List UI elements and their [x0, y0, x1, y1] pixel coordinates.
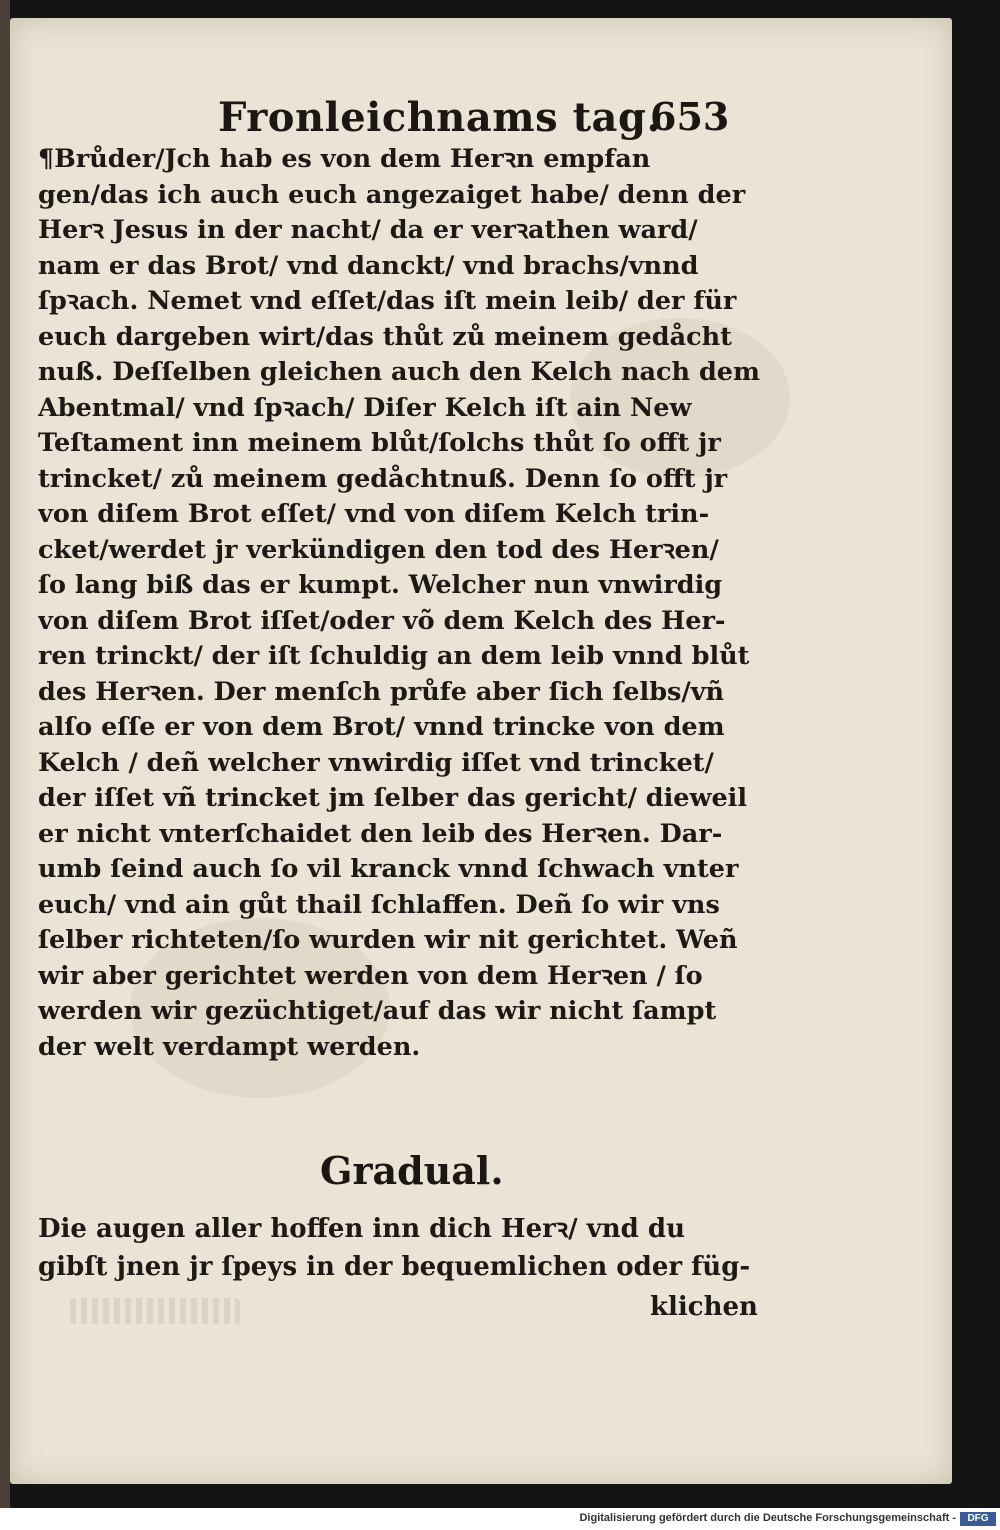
text-line: ren trinckt/ der iſt ſchuldig an dem leib vnnd blůt: [38, 641, 750, 671]
section-heading: [10, 1148, 952, 1193]
catchword: klichen: [650, 1292, 758, 1322]
text-line: nuß. Deſſelben gleichen auch den Kelch nach dem: [38, 357, 760, 387]
digitization-footer: [0, 1508, 1000, 1530]
text-line: werden wir gezüchtiget/auf das wir nicht ſampt: [38, 996, 717, 1026]
text-line: Herꝛ Jesus in der nacht/ da er verꝛathen ward/: [38, 215, 698, 245]
running-head: Fronleichnams tag.: [218, 94, 661, 141]
text-line: von diſem Brot eſſet/ vnd von diſem Kelch trin-: [38, 499, 710, 529]
text-line: ſpꝛach. Nemet vnd eſſet/das iſt mein leib/ der für: [38, 286, 737, 316]
text-line: nam er das Brot/ vnd danckt/ vnd brachs/vnnd: [38, 250, 699, 281]
text-line: euch/ vnd ain gůt thail ſchlaffen. Deñ ſo wir vns: [38, 889, 720, 920]
text-line: cket/werdet jr verkündigen den tod des Herꝛen/: [38, 534, 719, 565]
funding-credit: Digitalisierung gefördert durch die Deutsche Forschungsgemeinschaft -: [579, 1512, 956, 1524]
text-line: Die augen aller hoffen inn dich Herꝛ/ vnd du: [38, 1214, 686, 1244]
text-line: wir aber gerichtet werden von dem Herꝛen / ſo: [38, 960, 703, 991]
ink-bleed-through: [70, 1298, 240, 1324]
gradual-heading: Gradual.: [320, 1148, 504, 1193]
book-page: [10, 18, 952, 1484]
text-line: Abentmal/ vnd ſpꝛach/ Diſer Kelch iſt ain New: [38, 392, 692, 423]
text-line: des Herꝛen. Der menſch průfe aber ſich ſelbs/vñ: [38, 676, 725, 707]
page-number: 653: [650, 94, 730, 139]
dfg-logo: DFG: [960, 1512, 996, 1526]
text-line: gen/das ich auch euch angezaiget habe/ denn der: [38, 179, 746, 210]
text-line: von diſem Brot iſſet/oder võ dem Kelch des Her-: [38, 605, 726, 636]
scripture-text: [38, 142, 778, 1065]
text-line: alſo eſſe er von dem Brot/ vnnd trincke von dem: [38, 712, 725, 742]
text-line: umb ſeind auch ſo vil kranck vnnd ſchwach vnter: [38, 854, 739, 884]
text-line: trincket/ zů meinem gedåchtnuß. Denn ſo offt jr: [38, 463, 728, 494]
text-line: Kelch / deñ welcher vnwirdig iſſet vnd trincket/: [38, 747, 714, 778]
gradual-text: [38, 1210, 798, 1286]
book-spine-edge: [0, 0, 10, 1508]
text-line: euch dargeben wirt/das thůt zů meinem gedåcht: [38, 321, 732, 352]
text-line: ſelber richteten/ſo wurden wir nit gerichtet. Weñ: [38, 925, 738, 955]
text-line: der welt verdampt werden.: [38, 1031, 421, 1062]
text-line: er nicht vnterſchaidet den leib des Herꝛen. Dar-: [38, 818, 723, 849]
text-line: der iſſet vñ trincket jm ſelber das gericht/ dieweil: [38, 783, 748, 813]
text-line: gibſt jnen jr ſpeys in der bequemlichen oder füg-: [38, 1252, 751, 1282]
text-line: Teſtament inn meinem blůt/ſolchs thůt ſo offt jr: [38, 428, 721, 458]
text-line: ¶Brůder/Jch hab es von dem Herꝛn empfan: [38, 144, 651, 174]
text-line: ſo lang biß das er kumpt. Welcher nun vnwirdig: [38, 570, 723, 600]
